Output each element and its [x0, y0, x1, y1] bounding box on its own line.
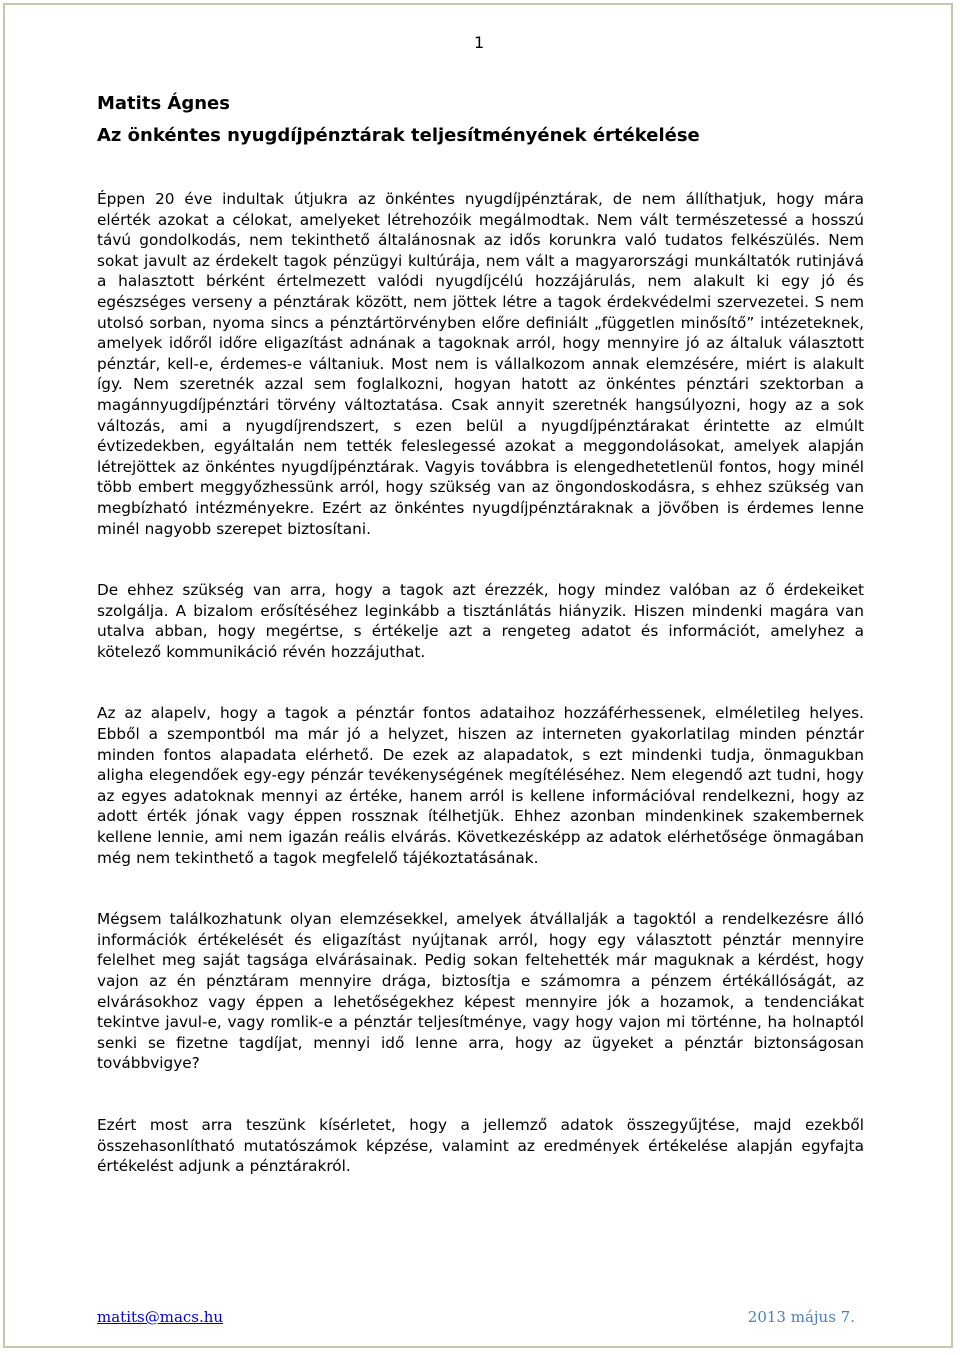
footer-email-link[interactable]: matits@macs.hu: [97, 1308, 224, 1326]
paragraph-gap: [97, 539, 864, 580]
footer-date: 2013 május 7.: [747, 1308, 855, 1326]
document-title: Az önkéntes nyugdíjpénztárak teljesítményének értékelése: [97, 125, 700, 146]
paragraph-5: Ezért most arra teszünk kísérletet, hogy a jellemző adatok összegyűjtése, majd ezekből összehasonlítható mutatószámok képzése, valamint az eredmények értékelése alapján egyfajta értékelést adjunk a pénztárakról.: [97, 1115, 864, 1176]
author-name: Matits Ágnes: [97, 93, 230, 114]
paragraph-gap: [97, 662, 864, 703]
page-footer: [97, 1308, 855, 1326]
paragraph-1: Éppen 20 éve indultak útjukra az önkéntes nyugdíjpénztárak, de nem állíthatjuk, hogy mára elérték azokat a célokat, amelyeket létrehozóik megálmodtak. Nem vált természetessé a hosszú távú gondolkodás, nem tekinthető általánosnak az idős korunkra való tudatos felkészülés. Nem sokat javult az érdekelt tagok pénzügyi kultúrája, nem vált a magyarországi munkáltatók rutinjává a halasztott bérként értelmezett valódi nyugdíjcélú hozzájárulás, nem alakult ki egy jó és egészséges verseny a pénztárak között, nem jöttek létre a tagok érdekvédelmi szervezetei. S nem utolsó sorban, nyoma sincs a pénztártörvényben előre definiált „független minősítő” intézeteknek, amelyek időről időre eligazítást adnának a tagoknak arról, hogy mennyire jó az általuk választott pénztár, kell-e, érdemes-e váltaniuk. Most nem is vállalkozom annak elemzésére, miért is alakult így. Nem szeretnék azzal sem foglalkozni, hogyan hatott az önkéntes pénztári szektorban a magánnyugdíjpénztári törvény változtatása. Csak annyit szeretnék hangsúlyozni, hogy az a sok változás, ami a nyugdíjrendszert, s ezen belül a nyugdíjpénztárakat érintette az elmúlt évtizedekben, egyáltalán nem tették feleslegessé azokat a meggondolásokat, amelyek alapján létrejöttek az önkéntes nyugdíjpénztárak. Vagyis továbbra is elengedhetetlenül fontos, hogy minél több embert meggyőzhessünk arról, hogy szükség van az öngondoskodásra, s ehhez szükség van megbízható intézményekre. Ezért az önkéntes nyugdíjpénztáraknak a jövőben is érdemes lenne minél nagyobb szerepet biztosítani.: [97, 190, 864, 538]
paragraph-3: Az az alapelv, hogy a tagok a pénztár fontos adataihoz hozzáférhessenek, elméletileg helyes. Ebből a szempontból ma már jó a helyzet, hiszen az interneten gyakorlatilag minden pénztár minden fontos alapadata elérhető. De ezek az alapadatok, s ezt mindenki tudja, önmagukban aligha elegendőek egy-egy pénzár tevékenységének megítéléséhez. Nem elegendő azt tudni, hogy az egyes adatoknak mennyi az értéke, hanem arról is kellene információval rendelkezni, hogy az adott érték jónak vagy éppen rossznak ítélhetjük. Ehhez azonban mindenkinek szakembernek kellene lennie, ami nem igazán reális elvárás. Következésképp az adatok elérhetősége önmagában még nem tekinthető a tagok megfelelő tájékoztatásának.: [97, 704, 864, 867]
page-number: 1: [474, 33, 485, 52]
paragraph-2: De ehhez szükség van arra, hogy a tagok azt érezzék, hogy mindez valóban az ő érdekeiket szolgálja. A bizalom erősítéséhez leginkább a tisztánlátás hiányzik. Hiszen mindenki magára van utalva abban, hogy megértse, s értékelje azt a rengeteg adatot és információt, amelyhez a kötelező kommunikáció révén hozzájuthat.: [97, 581, 864, 661]
paragraph-gap: [97, 1074, 864, 1115]
page-border: [3, 3, 953, 1348]
paragraph-gap: [97, 868, 864, 909]
document-body: [97, 91, 864, 1177]
paragraph-4: Mégsem találkozhatunk olyan elemzésekkel, amelyek átvállalják a tagoktól a rendelkezésre álló információk értékelését és eligazítást nyújtanak arról, hogy egy választott pénztár mennyire felelhet meg saját tagsága elvárásainak. Pedig sokan feltehették már maguknak a kérdést, hogy vajon az én pénztáram mennyire drága, biztosítja e számomra a pénzem értékállóságát, az elvárásokhoz vagy éppen a lehetőségekhez képest mennyire jók a hozamok, a tendenciákat tekintve javul-e, vagy romlik-e a pénztár teljesítménye, vagy hogy vajon mi történne, ha holnaptól senki se fizetne tagdíjat, mennyi idő lenne arra, hogy az ügyeket a pénztár biztonságosan továbbvigye?: [97, 910, 864, 1073]
